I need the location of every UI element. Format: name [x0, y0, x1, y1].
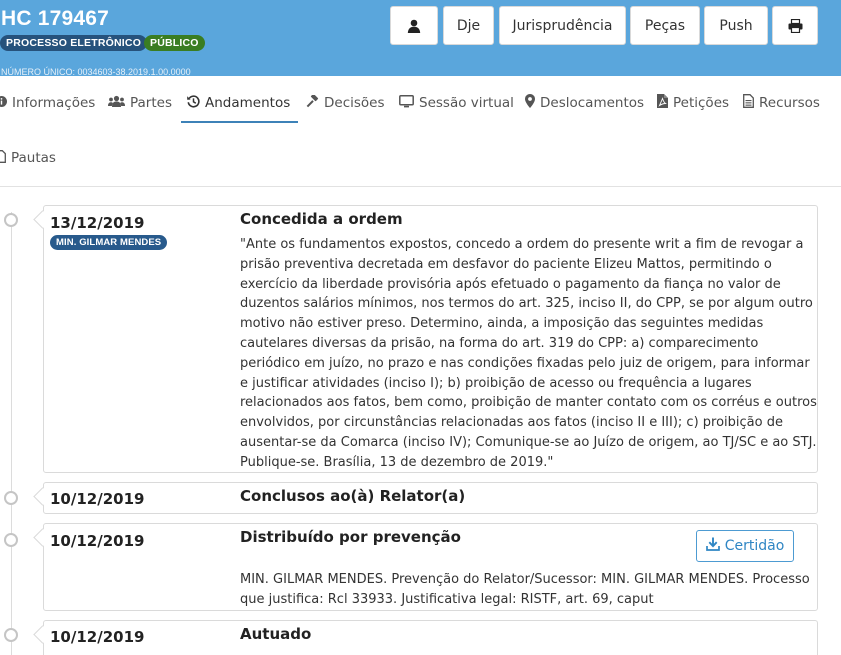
file-icon — [0, 150, 11, 167]
andamento-card — [43, 205, 818, 473]
andamento-title: Concedida a ordem — [240, 210, 403, 228]
monitor-icon — [399, 95, 419, 112]
pecas-button[interactable]: Peças — [630, 6, 700, 45]
file-text-icon — [743, 94, 759, 112]
tab-label: Petições — [673, 95, 730, 111]
timeline-line — [11, 212, 12, 655]
user-icon — [407, 19, 421, 33]
andamento-text: MIN. GILMAR MENDES. Prevenção do Relator/Sucessor: MIN. GILMAR MENDES. Processo que justifica: Rcl 33933. Justificativa legal: RISTF, art. 69, caput — [240, 572, 810, 607]
active-tab-indicator — [181, 121, 298, 123]
andamento-card — [43, 523, 818, 611]
timeline-dot — [4, 213, 18, 227]
tab-label: Sessão virtual — [419, 95, 514, 111]
tab-informacoes[interactable] — [0, 91, 95, 115]
andamento-text: "Ante os fundamentos expostos, concedo a ordem do presente writ a fim de revogar a prisão preventiva decretada em desfavor do paciente Elizeu Mattos, permitindo o exercício da liberdade provisória após efetuado o pagamento da fiança no valor de duzentos salários mínimos, nos termos do art. 325, inciso II, do CPP, se por algum outro motivo não estiver preso. Determino, ainda, a imposição das seguintes medidas cautelares diversas da prisão, na forma do art. 319 do CPP: a) comparecimento periódico em juízo, no prazo e nas condições fixadas pelo juiz de origem, para informar e justificar atividades (inciso I); b) proibição de acesso ou frequência a lugares relacionados aos fatos, bem como, proibição de manter contato com os corréus e outros envolvidos, por circunstâncias relacionadas aos fatos (inciso II e III); c) proibição de ausentar-se da Comarca (inciso IV); Comunique-se ao Juízo de origem, ao TJ/SC e ao STJ. Publique-se. Brasília, 13 de dezembro de 2019." — [240, 237, 817, 470]
tab-partes[interactable] — [108, 91, 172, 115]
dje-button[interactable]: Dje — [443, 6, 494, 45]
info-icon — [0, 95, 12, 111]
tab-label: Pautas — [11, 150, 56, 166]
file-pdf-icon — [657, 94, 673, 112]
push-button[interactable]: Push — [704, 6, 768, 45]
timeline-dot — [4, 628, 18, 642]
gavel-icon — [306, 95, 324, 112]
download-icon — [706, 537, 725, 555]
certidao-label: Certidão — [724, 538, 785, 554]
tab-label: Partes — [130, 95, 172, 111]
tab-label: Recursos — [759, 95, 820, 111]
andamento-title: Autuado — [240, 625, 312, 643]
tab-andamentos[interactable] — [187, 91, 290, 115]
process-header — [0, 0, 841, 76]
minister-badge: MIN. GILMAR MENDES — [50, 235, 167, 250]
andamento-card — [43, 482, 818, 514]
tab-sessao-virtual[interactable] — [399, 91, 514, 115]
numero-unico: NÚMERO ÚNICO: 0034603-38.2019.1.00.0000 — [1, 67, 191, 76]
user-button[interactable] — [390, 6, 438, 45]
jurisprudencia-button[interactable]: Jurisprudência — [499, 6, 626, 45]
case-title: HC 179467 — [1, 7, 110, 30]
processo-eletronico-badge: PROCESSO ELETRÔNICO — [0, 35, 147, 51]
andamento-date: 13/12/2019 — [50, 214, 145, 232]
print-button[interactable] — [772, 6, 818, 45]
tab-label: Deslocamentos — [540, 95, 645, 111]
andamento-title: Distribuído por prevenção — [240, 528, 461, 546]
tab-deslocamentos[interactable] — [525, 91, 644, 115]
users-icon — [108, 95, 130, 111]
andamento-date: 10/12/2019 — [50, 628, 145, 646]
andamento-card — [43, 620, 818, 655]
tab-recursos[interactable] — [743, 91, 820, 115]
tab-label: Informações — [12, 95, 96, 111]
timeline-dot — [4, 491, 18, 505]
map-marker-icon — [525, 94, 540, 112]
andamento-title: Conclusos ao(à) Relator(a) — [240, 487, 466, 505]
tab-label: Andamentos — [205, 95, 291, 111]
tab-pautas[interactable] — [0, 146, 56, 170]
print-icon — [788, 19, 803, 33]
tab-decisoes[interactable] — [306, 91, 385, 115]
history-icon — [187, 95, 205, 112]
tab-peticoes[interactable] — [657, 91, 729, 115]
tab-label: Decisões — [324, 95, 385, 111]
andamento-date: 10/12/2019 — [50, 532, 145, 550]
tabs-divider — [0, 186, 841, 187]
certidao-button[interactable] — [696, 530, 794, 562]
publico-badge: PÚBLICO — [144, 35, 205, 51]
andamento-date: 10/12/2019 — [50, 490, 145, 508]
timeline-dot — [4, 533, 18, 547]
